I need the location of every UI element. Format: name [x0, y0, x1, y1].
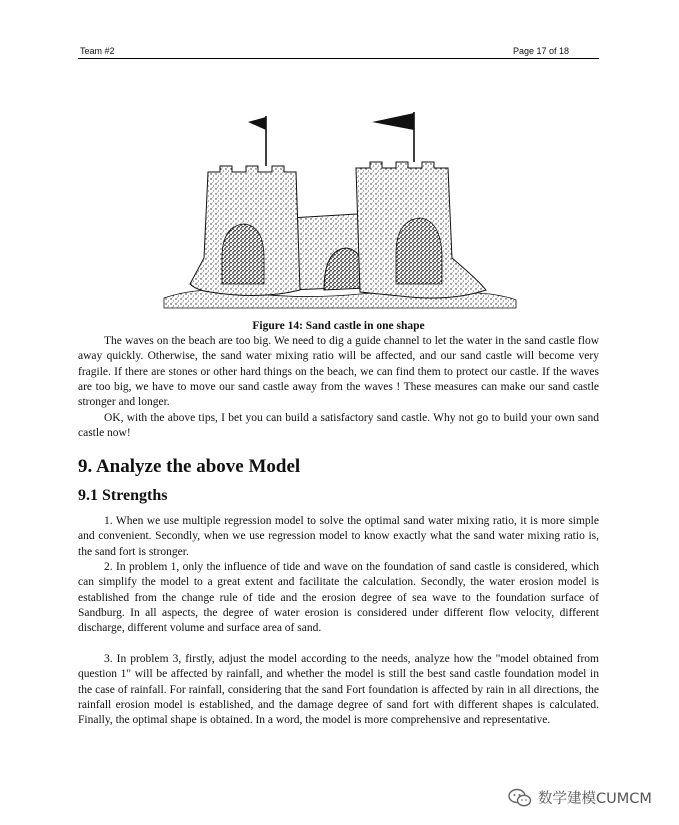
subsection-heading: 9.1 Strengths — [78, 487, 168, 504]
paragraph-waves: The waves on the beach are too big. We need to dig a guide channel to let the water in the sand castle flow away quickly. Otherwise, the sand water mixing ratio will be affected, and our sand castle will become very fragile. If there are stones or other hard things on the beach, we can find them to protect our castle. If the waves are too big, we have to move our sand castle away from the waves ! These measures can make our sand castle stronger and longer. — [78, 335, 599, 409]
paragraph-strength-1: 1. When we use multiple regression model to solve the optimal sand water mixing ratio, it is more simple and convenient. Secondly, when we use regression model to know exactly what the sand water mixing ratio is, the sand fort is stronger. — [78, 515, 599, 558]
wechat-icon — [508, 788, 532, 808]
watermark — [508, 787, 652, 808]
page-number: Page 17 of 18 — [512, 46, 569, 56]
figure-caption: Figure 14: Sand castle in one shape — [252, 320, 425, 332]
page-header — [78, 46, 599, 59]
paragraph-strength-3: 3. In problem 3, firstly, adjust the model according to the needs, analyze how the "model obtained from question 1" will be affected by rainfall, and whether the model is still the best sand castle foundation model in the case of rainfall. For rainfall, considering that the sand Fort foundation is affected by rain in all directions, the rainfall erosion model is established, and the damage degree of sand fort with different shapes is calculated. Finally, the optimal shape is obtained. In a word, the model is more comprehensive and representative. — [78, 653, 599, 727]
team-label: Team #2 — [80, 46, 115, 56]
paragraph-tips: OK, with the above tips, I bet you can build a satisfactory sand castle. Why not go to build your own sand castle now! — [78, 412, 599, 440]
sand-castle-illustration — [160, 108, 518, 313]
paragraph-strength-2: 2. In problem 1, only the influence of tide and wave on the foundation of sand castle is considered, which can simplify the model to a great extent and facilitate the calculation. Secondly, the water erosion model is established from the change rule of tide and the erosion degree of sea wave to the foundation surface of Sandburg. In all aspects, the degree of water erosion is considered under different flow velocity, different discharge, different volume and surface area of sand. — [78, 561, 599, 635]
section-heading: 9. Analyze the above Model — [78, 456, 301, 477]
watermark-text: 数学建模CUMCM — [538, 791, 652, 807]
